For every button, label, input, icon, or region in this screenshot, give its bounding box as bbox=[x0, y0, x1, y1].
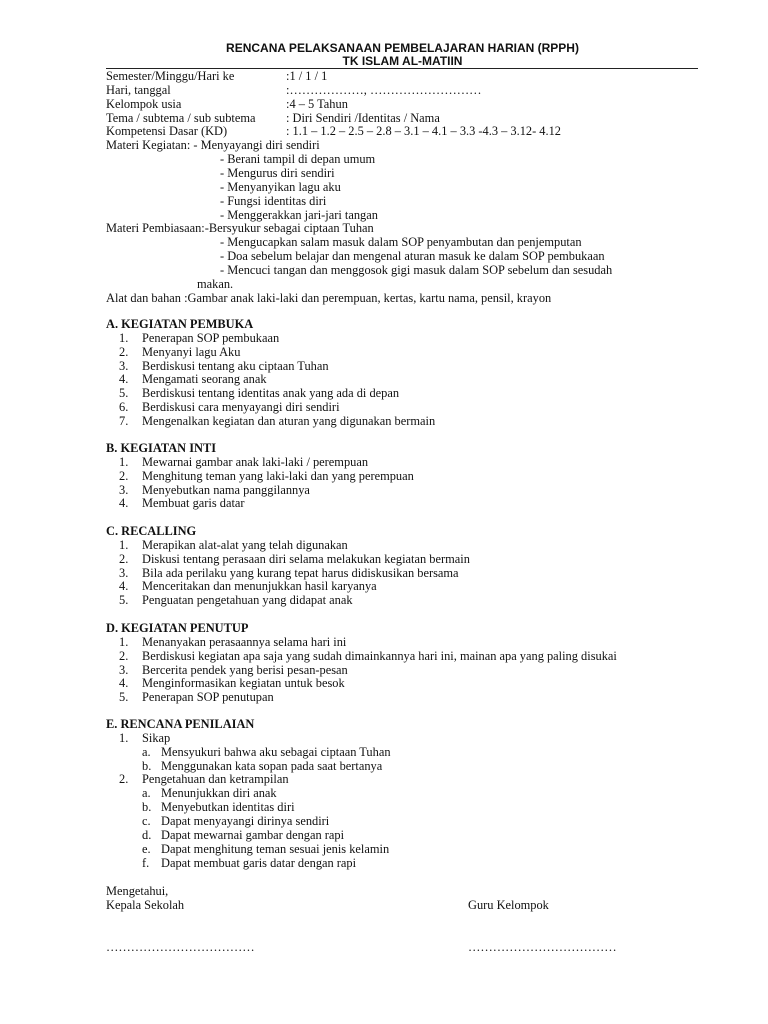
materi-kegiatan-item: - Mengurus diri sendiri bbox=[220, 165, 335, 180]
list-letter: b. bbox=[142, 758, 152, 773]
materi-kegiatan-label: Materi Kegiatan: - Menyayangi diri sendiri bbox=[106, 138, 320, 153]
list-item: Bila ada perilaku yang kurang tepat harus didiskusikan bersama bbox=[142, 565, 459, 580]
list-number: 4. bbox=[119, 496, 129, 511]
list-number: 1. bbox=[119, 537, 129, 552]
list-item: Mewarnai gambar anak laki-laki / perempuan bbox=[142, 454, 369, 469]
list-number: 5. bbox=[119, 386, 129, 401]
info-label: Kelompok usia bbox=[106, 96, 182, 111]
list-number: 5. bbox=[119, 593, 129, 608]
list-number: 4. bbox=[119, 676, 129, 691]
info-label: Kompetensi Dasar (KD) bbox=[106, 124, 228, 139]
list-number: 1. bbox=[119, 634, 129, 649]
list-letter: c. bbox=[142, 813, 151, 828]
materi-pembiasaan-item: - Mencuci tangan dan menggosok gigi masuk dalam SOP sebelum dan sesudah bbox=[220, 262, 613, 277]
list-number: 1. bbox=[119, 454, 129, 469]
school-name: TK ISLAM AL-MATIIN bbox=[342, 54, 463, 68]
pengetahuan-label: Pengetahuan dan ketrampilan bbox=[142, 772, 289, 787]
list-number: 3. bbox=[119, 358, 129, 373]
info-label: Semester/Minggu/Hari ke bbox=[106, 69, 235, 83]
list-number: 7. bbox=[119, 413, 129, 428]
pengetahuan-item: Menunjukkan diri anak bbox=[161, 786, 277, 801]
pengetahuan-item: Dapat mewarnai gambar dengan rapi bbox=[161, 827, 345, 842]
list-item: Membuat garis datar bbox=[142, 496, 245, 511]
list-item: Penerapan SOP pembukaan bbox=[142, 330, 280, 345]
materi-kegiatan-item: - Menyanyikan lagu aku bbox=[220, 179, 341, 194]
list-letter: d. bbox=[142, 827, 152, 842]
list-letter: f. bbox=[142, 855, 150, 870]
list-item: Penerapan SOP penutupan bbox=[142, 690, 274, 705]
list-number: 2. bbox=[119, 468, 129, 483]
signature-line-right: ……………………………… bbox=[468, 940, 617, 954]
pengetahuan-item: Dapat menyayangi dirinya sendiri bbox=[161, 813, 330, 828]
list-item: Berdiskusi kegiatan apa saja yang sudah dimainkannya hari ini, mainan apa yang paling disukai bbox=[142, 648, 617, 663]
list-item: Menginformasikan kegiatan untuk besok bbox=[142, 676, 345, 691]
list-number: 3. bbox=[119, 565, 129, 580]
list-letter: e. bbox=[142, 841, 151, 856]
signature-line-left: ……………………………… bbox=[106, 940, 255, 954]
list-number: 2. bbox=[119, 551, 129, 566]
info-value: : 1.1 – 1.2 – 2.5 – 2.8 – 3.1 – 4.1 – 3.3 -4.3 – 3.12- 4.12 bbox=[286, 124, 561, 139]
info-value: :1 / 1 / 1 bbox=[286, 69, 328, 83]
list-number: 5. bbox=[119, 690, 129, 705]
list-letter: b. bbox=[142, 800, 152, 815]
guru-kelompok-label: Guru Kelompok bbox=[468, 898, 549, 912]
kepala-sekolah-label: Kepala Sekolah bbox=[106, 898, 185, 912]
document-title: RENCANA PELAKSANAAN PEMBELAJARAN HARIAN (RPPH) bbox=[226, 41, 579, 55]
list-number: 2. bbox=[119, 648, 129, 663]
section-title-c: C. RECALLING bbox=[106, 524, 197, 538]
info-label: Hari, tanggal bbox=[106, 82, 171, 97]
pengetahuan-item: Dapat membuat garis datar dengan rapi bbox=[161, 855, 357, 870]
list-number: 4. bbox=[119, 372, 129, 387]
materi-kegiatan-item: - Fungsi identitas diri bbox=[220, 193, 327, 208]
list-number: 3. bbox=[119, 662, 129, 677]
mengetahui-label: Mengetahui, bbox=[106, 884, 169, 898]
list-item: Diskusi tentang perasaan diri selama melakukan kegiatan bermain bbox=[142, 551, 470, 566]
materi-pembiasaan-item: - Mengucapkan salam masuk dalam SOP penyambutan dan penjemputan bbox=[220, 235, 582, 250]
list-item: Berdiskusi cara menyayangi diri sendiri bbox=[142, 400, 340, 415]
materi-pembiasaan-label: Materi Pembiasaan:-Bersyukur sebagai ciptaan Tuhan bbox=[106, 221, 374, 236]
list-number: 3. bbox=[119, 482, 129, 497]
list-number: 2. bbox=[119, 344, 129, 359]
list-item: Mengamati seorang anak bbox=[142, 372, 267, 387]
sikap-item: Menggunakan kata sopan pada saat bertanya bbox=[161, 758, 383, 773]
sikap-item: Mensyukuri bahwa aku sebagai ciptaan Tuhan bbox=[161, 744, 391, 759]
list-item: Mengenalkan kegiatan dan aturan yang digunakan bermain bbox=[142, 413, 436, 428]
pengetahuan-item: Dapat menghitung teman sesuai jenis kelamin bbox=[161, 841, 390, 856]
info-value: : Diri Sendiri /Identitas / Nama bbox=[286, 110, 440, 125]
list-item: Bercerita pendek yang berisi pesan-pesan bbox=[142, 662, 348, 677]
materi-kegiatan-item: - Menggerakkan jari-jari tangan bbox=[220, 207, 378, 222]
list-item: Menyebutkan nama panggilannya bbox=[142, 482, 310, 497]
list-item: Menyanyi lagu Aku bbox=[142, 344, 241, 359]
materi-pembiasaan-item: - Doa sebelum belajar dan mengenal aturan masuk ke dalam SOP pembukaan bbox=[220, 249, 605, 264]
materi-kegiatan-item: - Berani tampil di depan umum bbox=[220, 152, 376, 167]
list-item: Berdiskusi tentang aku ciptaan Tuhan bbox=[142, 358, 329, 373]
list-item: Berdiskusi tentang identitas anak yang ada di depan bbox=[142, 386, 400, 401]
pengetahuan-item: Menyebutkan identitas diri bbox=[161, 800, 295, 815]
list-number: 2. bbox=[119, 772, 129, 787]
list-item: Merapikan alat-alat yang telah digunakan bbox=[142, 537, 348, 552]
list-number: 6. bbox=[119, 400, 129, 415]
list-letter: a. bbox=[142, 744, 151, 759]
list-item: Menceritakan dan menunjukkan hasil karyanya bbox=[142, 579, 377, 594]
list-number: 1. bbox=[119, 730, 129, 745]
info-value: :4 – 5 Tahun bbox=[286, 96, 348, 111]
list-number: 1. bbox=[119, 330, 129, 345]
sikap-label: Sikap bbox=[142, 730, 171, 745]
info-label: Tema / subtema / sub subtema bbox=[106, 110, 256, 125]
list-item: Menanyakan perasaannya selama hari ini bbox=[142, 634, 347, 649]
section-title-b: B. KEGIATAN INTI bbox=[106, 441, 217, 455]
section-title-a: A. KEGIATAN PEMBUKA bbox=[106, 317, 254, 331]
section-title-d: D. KEGIATAN PENUTUP bbox=[106, 621, 249, 635]
info-value: :………………, ……………………… bbox=[286, 82, 482, 97]
list-letter: a. bbox=[142, 786, 151, 801]
list-item: Menghitung teman yang laki-laki dan yang perempuan bbox=[142, 468, 414, 483]
alat-bahan: Alat dan bahan :Gambar anak laki-laki dan perempuan, kertas, kartu nama, pensil, krayon bbox=[106, 290, 552, 305]
materi-pembiasaan-wrap: makan. bbox=[197, 276, 234, 291]
section-title-e: E. RENCANA PENILAIAN bbox=[106, 717, 255, 731]
list-number: 4. bbox=[119, 579, 129, 594]
list-item: Penguatan pengetahuan yang didapat anak bbox=[142, 593, 353, 608]
